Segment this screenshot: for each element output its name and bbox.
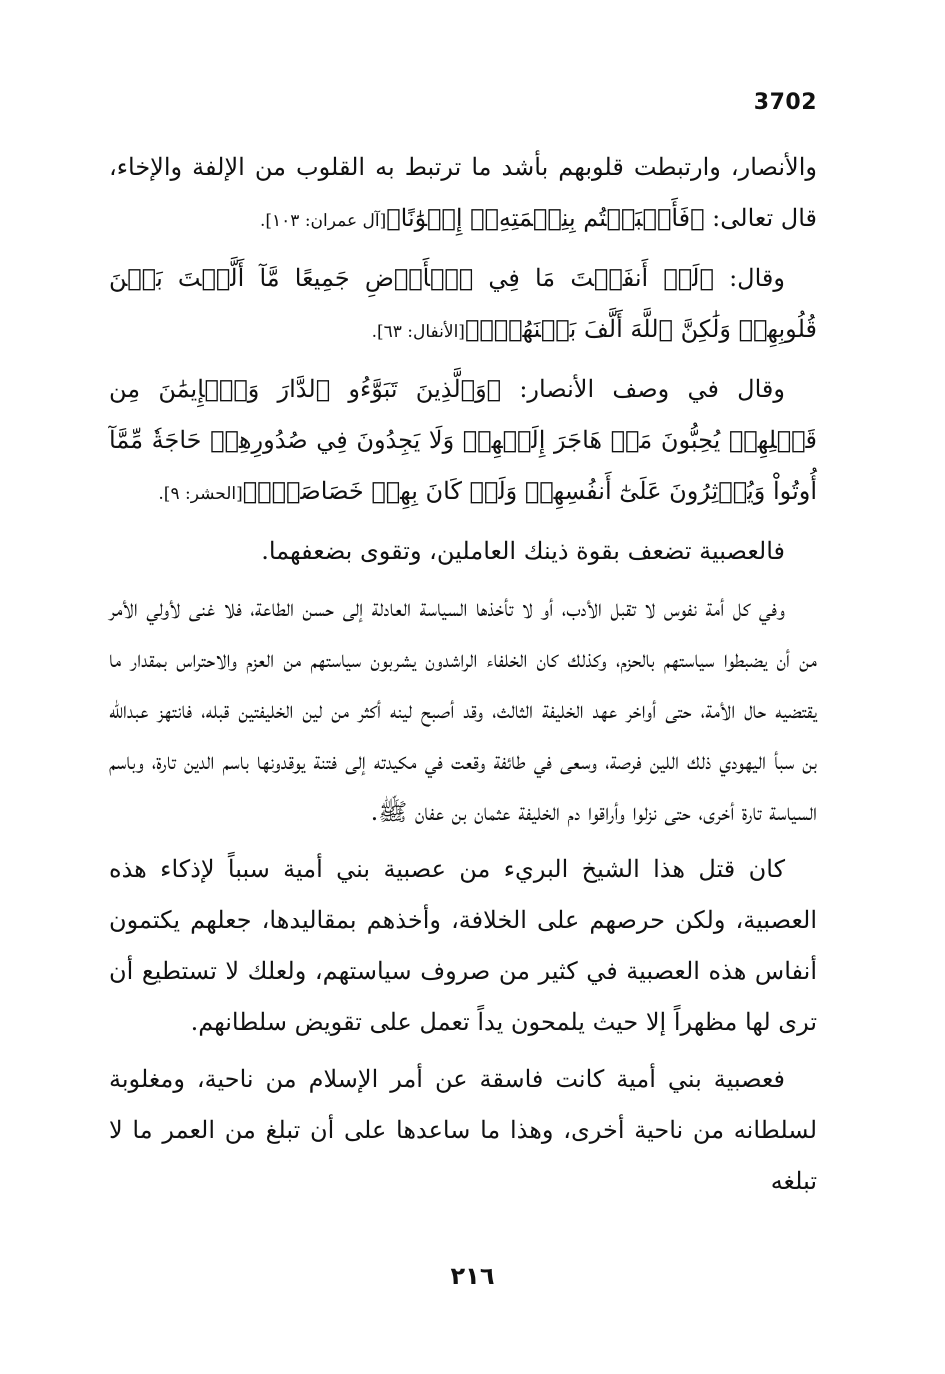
verse-1-reference: [آل عمران: ١٠٣]. (259, 211, 387, 231)
paragraph-2 (109, 253, 817, 358)
quran-verse-3: ﴿وَٱلَّذِينَ تَبَوَّءُو ٱلدَّارَ وَٱلۡإِيمَٰنَ مِن قَبۡلِهِمۡ يُحِبُّونَ مَنۡ هَاجَرَ إِلَيۡهِمۡ وَلَا يَجِدُونَ فِي صُدُورِهِمۡ حَاجَةٗ مِّمَّآ أُوتُواْ وَيُؤۡثِرُونَ عَلَىٰٓ أَنفُسِهِمۡ وَلَوۡ كَانَ بِهِمۡ خَصَاصَةٞۚ﴾ (109, 375, 817, 505)
text-block (109, 142, 817, 1207)
paragraph-3 (109, 364, 817, 520)
quran-verse-2: ﴿لَوۡ أَنفَقۡتَ مَا فِي ٱلۡأَرۡضِ جَمِيعًا مَّآ أَلَّفۡتَ بَيۡنَ قُلُوبِهِمۡ وَلَٰكِنَّ ٱللَّهَ أَلَّفَ بَيۡنَهُمۡۚ﴾ (109, 264, 817, 343)
paragraph-7: فعصبية بني أمية كانت فاسقة عن أمر الإسلام من ناحية، ومغلوبة لسلطانه من ناحية أخرى، وهذا ما ساعدها على أن تبلغ من العمر ما لا تبلغه (109, 1065, 817, 1195)
paragraph-5: وفي كل أمة نفوس لا تقبل الأدب، أو لا تأخذها السياسة العادلة إلى حسن الطاعة، فلا غنى لأولي الأمر من أن يضبطوا سياستهم بالحزم، وكذلك كان الخلفاء الراشدون يشربون سياستهم من العزم والاحتراس بمقدار ما يقتضيه حال الأمة، حتى أواخر عهد الخليفة الثالث، وقد أصبح لينه أكثر من لين الخليفتين قبله، فانتهز عبدالله بن سبأ اليهودي ذلك اللين فرصة، وسعى في طائفة وقعت في مكيدته إلى فتنة يوقدونها باسم الدين تارة، وباسم السياسة تارة أخرى، حتى نزلوا وأراقوا دم الخليفة عثمان بن عفان ﷺ. (109, 594, 818, 826)
paragraph-1 (109, 142, 817, 247)
verse-2-reference: [الأنفال: ٦٣]. (371, 322, 465, 342)
paragraph-2-intro: وقال: (729, 264, 785, 292)
verse-3-reference: [الحشر: ٩]. (158, 484, 243, 504)
page-code: 3702 (753, 90, 817, 115)
page-number: ٢١٦ (450, 1262, 495, 1290)
paragraph-3-intro: وقال في وصف الأنصار: (519, 375, 785, 403)
paragraph-1-text: والأنصار، وارتبطت قلوبهم بأشد ما ترتبط به القلوب من الإلفة والإخاء، قال تعالى: (109, 153, 817, 232)
paragraph-4: فالعصبية تضعف بقوة ذينك العاملين، وتقوى بضعفهما. (261, 537, 785, 565)
paragraph-6: كان قتل هذا الشيخ البريء من عصبية بني أمية سبباً لإذكاء هذه العصبية، ولكن حرصهم على الخلافة، وأخذهم بمقاليدها، جعلهم يكتمون أنفاس هذه العصبية في كثير من صروف سياستهم، ولعلك لا تستطيع أن ترى لها مظهراً إلا حيث يلمحون يداً تعمل على تقويض سلطانهم. (109, 855, 817, 1036)
quran-verse-1: ﴿فَأَصۡبَحۡتُم بِنِعۡمَتِهِۦٓ إِخۡوَٰنًا﴾ (386, 204, 705, 232)
